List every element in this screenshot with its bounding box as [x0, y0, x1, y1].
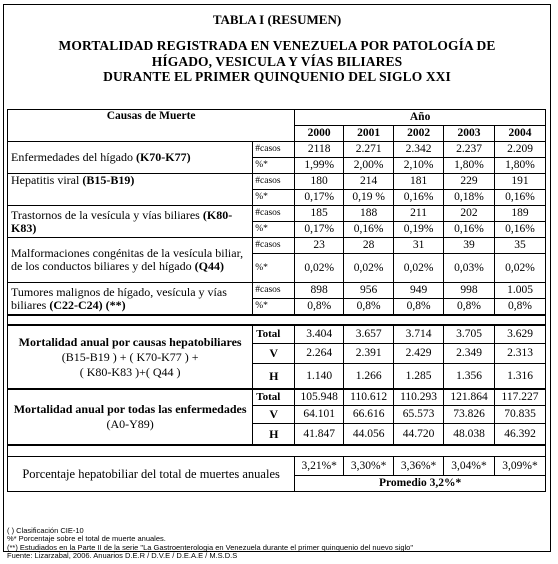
pct-cell: 0,17%	[295, 190, 344, 206]
cause-name: Enfermedades del hígado (K70-K77)	[8, 142, 253, 174]
pct-cell: 0,16%	[495, 222, 546, 238]
mortality-table	[7, 109, 546, 492]
casos-cell: 191	[495, 174, 546, 190]
cause-name: Hepatitis viral (B15-B19)	[8, 174, 253, 206]
casos-cell: 202	[444, 206, 495, 222]
year-cell: 2001	[344, 126, 394, 142]
footnote: %* Porcentaje sobre el total de muerte anuales.	[7, 534, 166, 544]
row-label: V	[253, 406, 295, 424]
todas-codes: (A0-Y89)	[106, 417, 154, 431]
pct-cell: 0,18%	[444, 190, 495, 206]
casos-cell: 211	[394, 206, 444, 222]
porcentaje-cell: 3,04%*	[444, 457, 495, 476]
hepatobiliar-codes: (B15-B19 ) + ( K70-K77 ) +	[61, 349, 199, 364]
value-cell: 117.227	[495, 389, 546, 406]
pct-cell: 0,8%	[295, 299, 344, 316]
casos-cell: 229	[444, 174, 495, 190]
value-cell: 121.864	[444, 389, 495, 406]
casos-cell: 949	[394, 283, 444, 299]
pct-cell: 0,8%	[444, 299, 495, 316]
row-label: H	[253, 364, 295, 390]
year-cell: 2003	[444, 126, 495, 142]
casos-cell: 35	[495, 238, 546, 254]
year-cell: 2004	[495, 126, 546, 142]
value-cell: 105.948	[295, 389, 344, 406]
casos-cell: 898	[295, 283, 344, 299]
casos-cell: 2.209	[495, 142, 546, 158]
pct-label: %*	[253, 158, 295, 174]
footnotes	[7, 527, 413, 561]
summary-table-page	[3, 4, 551, 561]
casos-cell: 31	[394, 238, 444, 254]
value-cell: 1.140	[295, 364, 344, 390]
value-cell: 1.356	[444, 364, 495, 390]
pct-cell: 2,00%	[344, 158, 394, 174]
pct-cell: 0,02%	[344, 254, 394, 283]
value-cell: 110.612	[344, 389, 394, 406]
footnote: ( ) Clasificación CIE-10	[7, 526, 84, 535]
casos-cell: 23	[295, 238, 344, 254]
causes-header: Causas de Muerte	[8, 110, 295, 142]
pct-cell: 0,02%	[394, 254, 444, 283]
cause-casos-row	[8, 283, 546, 299]
pct-cell: 0,19%	[394, 222, 444, 238]
value-cell: 44.720	[394, 424, 444, 446]
row-label: Total	[253, 389, 295, 406]
hepatobiliar-total-row	[8, 325, 546, 344]
spacer-row	[8, 315, 546, 325]
row-label: Total	[253, 325, 295, 344]
value-cell: 3.714	[394, 325, 444, 344]
porcentaje-row	[8, 457, 546, 476]
value-cell: 1.316	[495, 364, 546, 390]
footnote: Fuente: Lizarzabal, 2006. Anuarios D.E.R / D.V.E / D.E.A.E / M.S.D.S	[7, 551, 238, 561]
casos-cell: 2.271	[344, 142, 394, 158]
value-cell: 2.429	[394, 344, 444, 364]
value-cell: 65.573	[394, 406, 444, 424]
pct-cell: 0,16%	[344, 222, 394, 238]
value-cell: 2.349	[444, 344, 495, 364]
year-cell: 2002	[394, 126, 444, 142]
value-cell: 3.404	[295, 325, 344, 344]
pct-cell: 0,16%	[495, 190, 546, 206]
pct-cell: 0,02%	[495, 254, 546, 283]
cause-casos-row	[8, 174, 546, 190]
pct-cell: 0,8%	[394, 299, 444, 316]
table-title	[4, 38, 550, 85]
casos-cell: 39	[444, 238, 495, 254]
value-cell: 44.056	[344, 424, 394, 446]
pct-label: %*	[253, 222, 295, 238]
casos-cell: 1.005	[495, 283, 546, 299]
pct-label: %*	[253, 254, 295, 283]
value-cell: 3.705	[444, 325, 495, 344]
row-label: H	[253, 424, 295, 446]
hepatobiliar-title: Mortalidad anual por causas hepatobiliares	[18, 334, 242, 349]
casos-cell: 185	[295, 206, 344, 222]
todas-title: Mortalidad anual por todas las enfermedades	[13, 402, 247, 416]
pct-cell: 0,16%	[394, 190, 444, 206]
casos-label: #casos	[253, 238, 295, 254]
porcentaje-label: Porcentaje hepatobiliar del total de muertes anuales	[8, 457, 295, 492]
value-cell: 41.847	[295, 424, 344, 446]
value-cell: 70.835	[495, 406, 546, 424]
porcentaje-cell: 3,30%*	[344, 457, 394, 476]
porcentaje-cell: 3,36%*	[394, 457, 444, 476]
header-row-1	[8, 110, 546, 126]
hepatobiliar-label	[8, 325, 253, 389]
year-cell: 2000	[295, 126, 344, 142]
casos-cell: 181	[394, 174, 444, 190]
casos-label: #casos	[253, 283, 295, 299]
pct-cell: 0,16%	[444, 222, 495, 238]
value-cell: 66.616	[344, 406, 394, 424]
value-cell: 73.826	[444, 406, 495, 424]
value-cell: 2.313	[495, 344, 546, 364]
pct-cell: 0,17%	[295, 222, 344, 238]
row-label: V	[253, 344, 295, 364]
casos-cell: 189	[495, 206, 546, 222]
cause-casos-row	[8, 142, 546, 158]
cause-casos-row	[8, 238, 546, 254]
casos-cell: 2.237	[444, 142, 495, 158]
pct-cell: 0,03%	[444, 254, 495, 283]
hepatobiliar-codes: ( K80-K83 )+( Q44 )	[79, 364, 181, 379]
casos-cell: 2118	[295, 142, 344, 158]
value-cell: 1.285	[394, 364, 444, 390]
cause-name: Malformaciones congénitas de la vesícula biliar, de los conductos biliares y del hígado (Q44)	[8, 238, 253, 283]
value-cell: 2.391	[344, 344, 394, 364]
pct-cell: 0,8%	[495, 299, 546, 316]
casos-label: #casos	[253, 206, 295, 222]
casos-label: #casos	[253, 174, 295, 190]
promedio-cell: Promedio 3,2%*	[295, 476, 546, 492]
pct-cell: 1,80%	[444, 158, 495, 174]
todas-label	[8, 389, 253, 445]
pct-cell: 0,8%	[344, 299, 394, 316]
value-cell: 46.392	[495, 424, 546, 446]
porcentaje-cell: 3,09%*	[495, 457, 546, 476]
pct-cell: 1,99%	[295, 158, 344, 174]
value-cell: 2.264	[295, 344, 344, 364]
casos-cell: 2.342	[394, 142, 444, 158]
cause-casos-row	[8, 206, 546, 222]
pct-cell: 2,10%	[394, 158, 444, 174]
year-header: Año	[295, 110, 546, 126]
casos-cell: 214	[344, 174, 394, 190]
pct-cell: 0,19 %	[344, 190, 394, 206]
pct-cell: 1,80%	[495, 158, 546, 174]
porcentaje-cell: 3,21%*	[295, 457, 344, 476]
title-line: HÍGADO, VESICULA Y VÍAS BILIARES	[151, 53, 403, 69]
pct-label: %*	[253, 190, 295, 206]
cause-name: Tumores malignos de hígado, vesícula y vías biliares (C22-C24) (**)	[8, 283, 253, 316]
casos-label: #casos	[253, 142, 295, 158]
casos-cell: 28	[344, 238, 394, 254]
title-line: DURANTE EL PRIMER QUINQUENIO DEL SIGLO XXI	[103, 69, 451, 84]
spacer-row	[8, 445, 546, 457]
todas-total-row	[8, 389, 546, 406]
casos-cell: 998	[444, 283, 495, 299]
pct-cell: 0,02%	[295, 254, 344, 283]
casos-cell: 180	[295, 174, 344, 190]
value-cell: 3.657	[344, 325, 394, 344]
table-label: TABLA I (RESUMEN)	[212, 12, 342, 27]
value-cell: 110.293	[394, 389, 444, 406]
value-cell: 48.038	[444, 424, 495, 446]
value-cell: 3.629	[495, 325, 546, 344]
value-cell: 64.101	[295, 406, 344, 424]
value-cell: 1.266	[344, 364, 394, 390]
casos-cell: 188	[344, 206, 394, 222]
pct-label: %*	[253, 299, 295, 316]
casos-cell: 956	[344, 283, 394, 299]
title-line: MORTALIDAD REGISTRADA EN VENEZUELA POR PATOLOGÍA DE	[58, 38, 496, 53]
footnote: (**) Estudiados en la Parte II de la serie "La Gastroenterologia en Venezuela durante el primer quinquenio del nuevo siglo"	[7, 542, 413, 552]
cause-name: Trastornos de la vesícula y vías biliares (K80-K83)	[8, 206, 253, 238]
